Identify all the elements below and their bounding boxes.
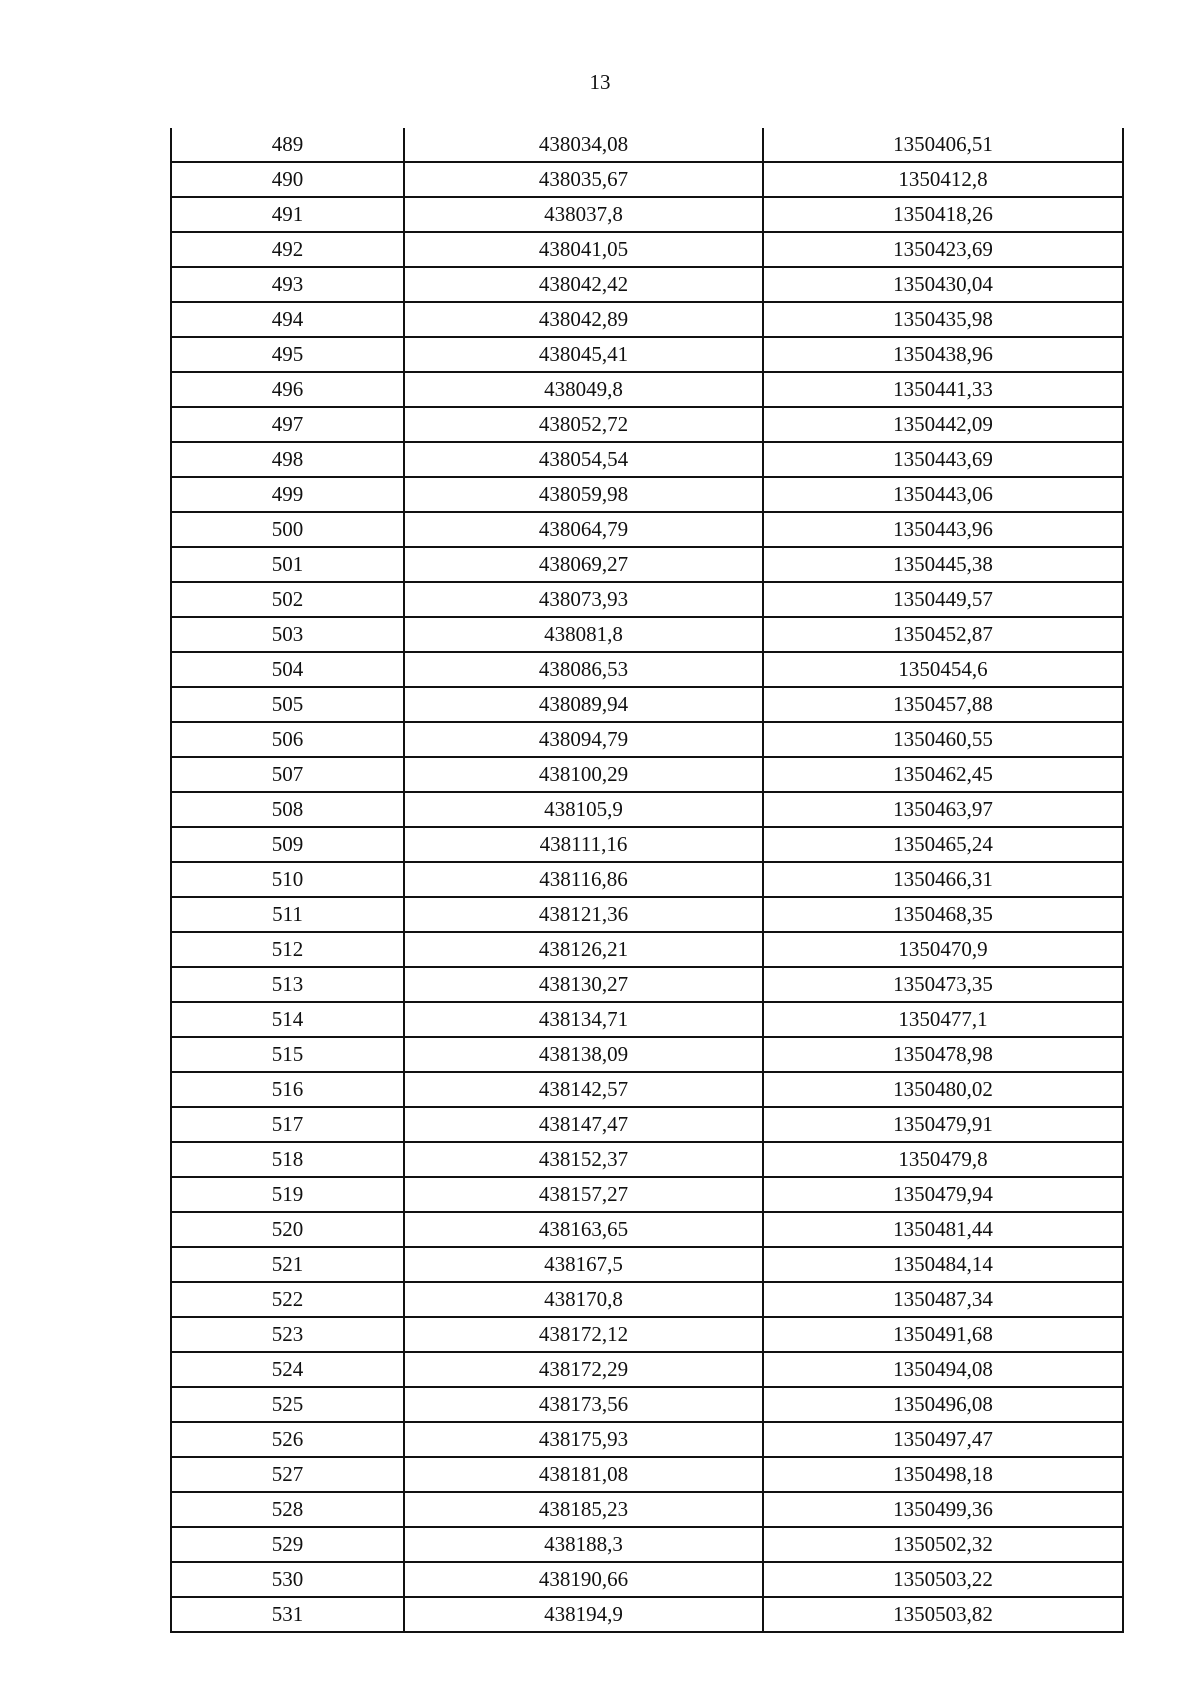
point-number-cell: 527 [171,1457,404,1492]
table-row [171,1492,1123,1527]
table-row [171,477,1123,512]
y-coordinate-cell: 1350443,06 [763,477,1123,512]
y-coordinate-cell: 1350465,24 [763,827,1123,862]
table-row [171,512,1123,547]
table-row [171,1037,1123,1072]
y-coordinate-cell: 1350460,55 [763,722,1123,757]
y-coordinate-cell: 1350494,08 [763,1352,1123,1387]
point-number-cell: 525 [171,1387,404,1422]
table-row [171,1597,1123,1632]
table-row [171,1142,1123,1177]
point-number-cell: 522 [171,1282,404,1317]
x-coordinate-cell: 438157,27 [404,1177,763,1212]
x-coordinate-cell: 438185,23 [404,1492,763,1527]
table-row [171,1072,1123,1107]
point-number-cell: 526 [171,1422,404,1457]
x-coordinate-cell: 438170,8 [404,1282,763,1317]
y-coordinate-cell: 1350406,51 [763,128,1123,162]
point-number-cell: 515 [171,1037,404,1072]
table-row [171,232,1123,267]
x-coordinate-cell: 438037,8 [404,197,763,232]
x-coordinate-cell: 438086,53 [404,652,763,687]
y-coordinate-cell: 1350503,82 [763,1597,1123,1632]
table-row [171,1317,1123,1352]
point-number-cell: 523 [171,1317,404,1352]
point-number-cell: 514 [171,1002,404,1037]
table-row [171,337,1123,372]
y-coordinate-cell: 1350435,98 [763,302,1123,337]
y-coordinate-cell: 1350484,14 [763,1247,1123,1282]
point-number-cell: 496 [171,372,404,407]
y-coordinate-cell: 1350497,47 [763,1422,1123,1457]
x-coordinate-cell: 438175,93 [404,1422,763,1457]
x-coordinate-cell: 438034,08 [404,128,763,162]
table-row [171,547,1123,582]
point-number-cell: 530 [171,1562,404,1597]
table-row [171,1247,1123,1282]
table-row [171,1282,1123,1317]
table-row [171,372,1123,407]
point-number-cell: 511 [171,897,404,932]
y-coordinate-cell: 1350479,8 [763,1142,1123,1177]
y-coordinate-cell: 1350473,35 [763,967,1123,1002]
x-coordinate-cell: 438064,79 [404,512,763,547]
x-coordinate-cell: 438069,27 [404,547,763,582]
x-coordinate-cell: 438194,9 [404,1597,763,1632]
table-row [171,582,1123,617]
x-coordinate-cell: 438089,94 [404,687,763,722]
table-row [171,1212,1123,1247]
table-row [171,1002,1123,1037]
point-number-cell: 519 [171,1177,404,1212]
table-row [171,1422,1123,1457]
y-coordinate-cell: 1350502,32 [763,1527,1123,1562]
y-coordinate-cell: 1350449,57 [763,582,1123,617]
table-row [171,1177,1123,1212]
x-coordinate-cell: 438073,93 [404,582,763,617]
x-coordinate-cell: 438167,5 [404,1247,763,1282]
point-number-cell: 529 [171,1527,404,1562]
table-row [171,687,1123,722]
point-number-cell: 517 [171,1107,404,1142]
y-coordinate-cell: 1350498,18 [763,1457,1123,1492]
point-number-cell: 499 [171,477,404,512]
y-coordinate-cell: 1350478,98 [763,1037,1123,1072]
x-coordinate-cell: 438042,89 [404,302,763,337]
table-row [171,897,1123,932]
x-coordinate-cell: 438130,27 [404,967,763,1002]
point-number-cell: 507 [171,757,404,792]
x-coordinate-cell: 438059,98 [404,477,763,512]
y-coordinate-cell: 1350481,44 [763,1212,1123,1247]
point-number-cell: 494 [171,302,404,337]
table-row [171,197,1123,232]
table-row [171,162,1123,197]
y-coordinate-cell: 1350499,36 [763,1492,1123,1527]
x-coordinate-cell: 438172,29 [404,1352,763,1387]
x-coordinate-cell: 438121,36 [404,897,763,932]
x-coordinate-cell: 438049,8 [404,372,763,407]
x-coordinate-cell: 438173,56 [404,1387,763,1422]
point-number-cell: 528 [171,1492,404,1527]
point-number-cell: 508 [171,792,404,827]
point-number-cell: 506 [171,722,404,757]
point-number-cell: 521 [171,1247,404,1282]
table-row [171,442,1123,477]
x-coordinate-cell: 438054,54 [404,442,763,477]
point-number-cell: 524 [171,1352,404,1387]
point-number-cell: 498 [171,442,404,477]
y-coordinate-cell: 1350430,04 [763,267,1123,302]
point-number-cell: 501 [171,547,404,582]
y-coordinate-cell: 1350443,96 [763,512,1123,547]
y-coordinate-cell: 1350487,34 [763,1282,1123,1317]
y-coordinate-cell: 1350470,9 [763,932,1123,967]
y-coordinate-cell: 1350466,31 [763,862,1123,897]
x-coordinate-cell: 438138,09 [404,1037,763,1072]
table-row [171,1107,1123,1142]
y-coordinate-cell: 1350423,69 [763,232,1123,267]
point-number-cell: 509 [171,827,404,862]
table-row [171,267,1123,302]
table-row [171,827,1123,862]
point-number-cell: 531 [171,1597,404,1632]
y-coordinate-cell: 1350468,35 [763,897,1123,932]
table-row [171,1562,1123,1597]
y-coordinate-cell: 1350463,97 [763,792,1123,827]
table-row [171,1387,1123,1422]
x-coordinate-cell: 438094,79 [404,722,763,757]
point-number-cell: 491 [171,197,404,232]
y-coordinate-cell: 1350442,09 [763,407,1123,442]
y-coordinate-cell: 1350441,33 [763,372,1123,407]
x-coordinate-cell: 438134,71 [404,1002,763,1037]
point-number-cell: 500 [171,512,404,547]
page-number: 13 [589,70,611,94]
point-number-cell: 504 [171,652,404,687]
coordinates-table-body [171,128,1123,1632]
point-number-cell: 513 [171,967,404,1002]
y-coordinate-cell: 1350412,8 [763,162,1123,197]
point-number-cell: 502 [171,582,404,617]
x-coordinate-cell: 438100,29 [404,757,763,792]
table-row [171,617,1123,652]
x-coordinate-cell: 438111,16 [404,827,763,862]
y-coordinate-cell: 1350454,6 [763,652,1123,687]
point-number-cell: 518 [171,1142,404,1177]
x-coordinate-cell: 438188,3 [404,1527,763,1562]
y-coordinate-cell: 1350479,94 [763,1177,1123,1212]
x-coordinate-cell: 438041,05 [404,232,763,267]
x-coordinate-cell: 438105,9 [404,792,763,827]
table-row [171,407,1123,442]
y-coordinate-cell: 1350479,91 [763,1107,1123,1142]
x-coordinate-cell: 438042,42 [404,267,763,302]
point-number-cell: 516 [171,1072,404,1107]
table-row [171,128,1123,162]
x-coordinate-cell: 438147,47 [404,1107,763,1142]
table-row [171,1527,1123,1562]
x-coordinate-cell: 438081,8 [404,617,763,652]
table-row [171,302,1123,337]
y-coordinate-cell: 1350503,22 [763,1562,1123,1597]
y-coordinate-cell: 1350438,96 [763,337,1123,372]
x-coordinate-cell: 438181,08 [404,1457,763,1492]
table-row [171,722,1123,757]
y-coordinate-cell: 1350443,69 [763,442,1123,477]
table-row [171,757,1123,792]
x-coordinate-cell: 438190,66 [404,1562,763,1597]
table-row [171,862,1123,897]
x-coordinate-cell: 438172,12 [404,1317,763,1352]
y-coordinate-cell: 1350445,38 [763,547,1123,582]
point-number-cell: 492 [171,232,404,267]
y-coordinate-cell: 1350452,87 [763,617,1123,652]
table-row [171,932,1123,967]
point-number-cell: 520 [171,1212,404,1247]
coordinates-table [170,128,1124,1633]
point-number-cell: 493 [171,267,404,302]
x-coordinate-cell: 438126,21 [404,932,763,967]
y-coordinate-cell: 1350457,88 [763,687,1123,722]
point-number-cell: 505 [171,687,404,722]
point-number-cell: 490 [171,162,404,197]
point-number-cell: 512 [171,932,404,967]
y-coordinate-cell: 1350418,26 [763,197,1123,232]
y-coordinate-cell: 1350496,08 [763,1387,1123,1422]
x-coordinate-cell: 438163,65 [404,1212,763,1247]
point-number-cell: 510 [171,862,404,897]
x-coordinate-cell: 438045,41 [404,337,763,372]
table-row [171,652,1123,687]
table-row [171,1457,1123,1492]
table-row [171,967,1123,1002]
point-number-cell: 495 [171,337,404,372]
x-coordinate-cell: 438035,67 [404,162,763,197]
point-number-cell: 503 [171,617,404,652]
x-coordinate-cell: 438116,86 [404,862,763,897]
y-coordinate-cell: 1350477,1 [763,1002,1123,1037]
x-coordinate-cell: 438152,37 [404,1142,763,1177]
y-coordinate-cell: 1350480,02 [763,1072,1123,1107]
y-coordinate-cell: 1350491,68 [763,1317,1123,1352]
y-coordinate-cell: 1350462,45 [763,757,1123,792]
x-coordinate-cell: 438052,72 [404,407,763,442]
table-row [171,792,1123,827]
table-row [171,1352,1123,1387]
point-number-cell: 497 [171,407,404,442]
x-coordinate-cell: 438142,57 [404,1072,763,1107]
point-number-cell: 489 [171,128,404,162]
